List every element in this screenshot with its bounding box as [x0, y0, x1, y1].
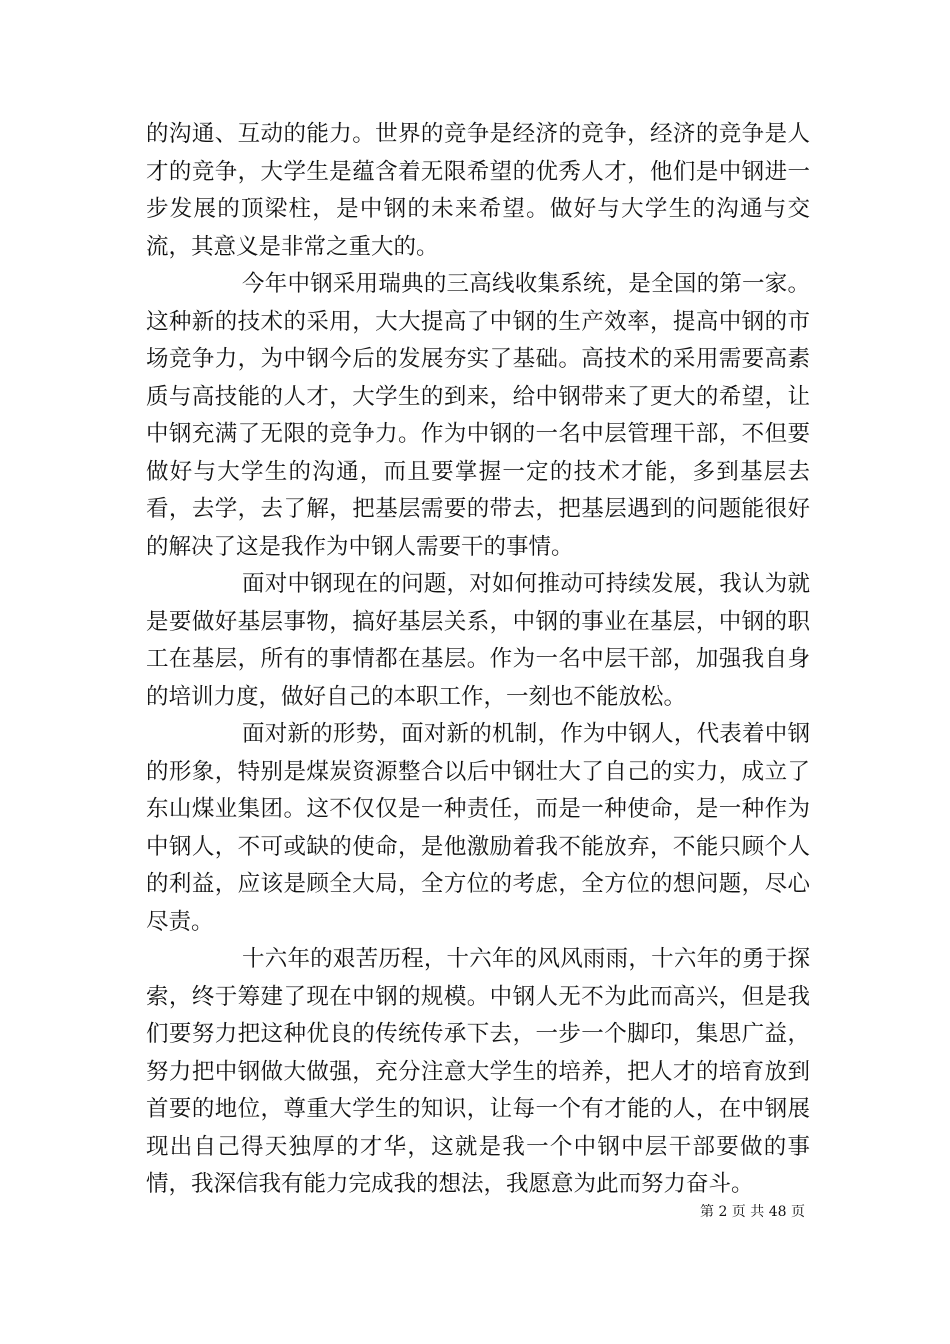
document-body: [146, 116, 810, 1204]
paragraph: 今年中钢采用瑞典的三高线收集系统，是全国的第一家。这种新的技术的采用，大大提高了中钢的生产效率，提高中钢的市场竞争力，为中钢今后的发展夯实了基础。高技术的采用需要高素质与高技能的人才，大学生的到来，给中钢带来了更大的希望，让中钢充满了无限的竞争力。作为中钢的一名中层管理干部，不但要做好与大学生的沟通，而且要掌握一定的技术才能，多到基层去看，去学，去了解，把基层需要的带去，把基层遇到的问题能很好的解决了这是我作为中钢人需要干的事情。: [146, 271, 810, 560]
page-number-footer: 第 2 页 共 48 页: [700, 1204, 805, 1220]
paragraph-continued: 的沟通、互动的能力。世界的竞争是经济的竞争，经济的竞争是人才的竞争，大学生是蕴含着无限希望的优秀人才，他们是中钢进一步发展的顶梁柱，是中钢的未来希望。做好与大学生的沟通与交流，其意义是非常之重大的。: [146, 121, 810, 260]
paragraph: 面对新的形势，面对新的机制，作为中钢人，代表着中钢的形象，特别是煤炭资源整合以后中钢壮大了自己的实力，成立了东山煤业集团。这不仅仅是一种责任，而是一种使命，是一种作为中钢人，不可或缺的使命，是他激励着我不能放弃，不能只顾个人的利益，应该是顾全大局，全方位的考虑，全方位的想问题，尽心尽责。: [146, 721, 810, 935]
paragraph: 十六年的艰苦历程，十六年的风风雨雨，十六年的勇于探索，终于筹建了现在中钢的规模。中钢人无不为此而高兴，但是我们要努力把这种优良的传统传承下去，一步一个脚印，集思广益，努力把中钢做大做强，充分注意大学生的培养，把人才的培育放到首要的地位，尊重大学生的知识，让每一个有才能的人，在中钢展现出自己得天独厚的才华，这就是我一个中钢中层干部要做的事情，我深信我有能力完成我的想法，我愿意为此而努力奋斗。: [146, 946, 810, 1197]
paragraph: 面对中钢现在的问题，对如何推动可持续发展，我认为就是要做好基层事物，搞好基层关系，中钢的事业在基层，中钢的职工在基层，所有的事情都在基层。作为一名中层干部，加强我自身的培训力度，做好自己的本职工作，一刻也不能放松。: [146, 571, 810, 710]
